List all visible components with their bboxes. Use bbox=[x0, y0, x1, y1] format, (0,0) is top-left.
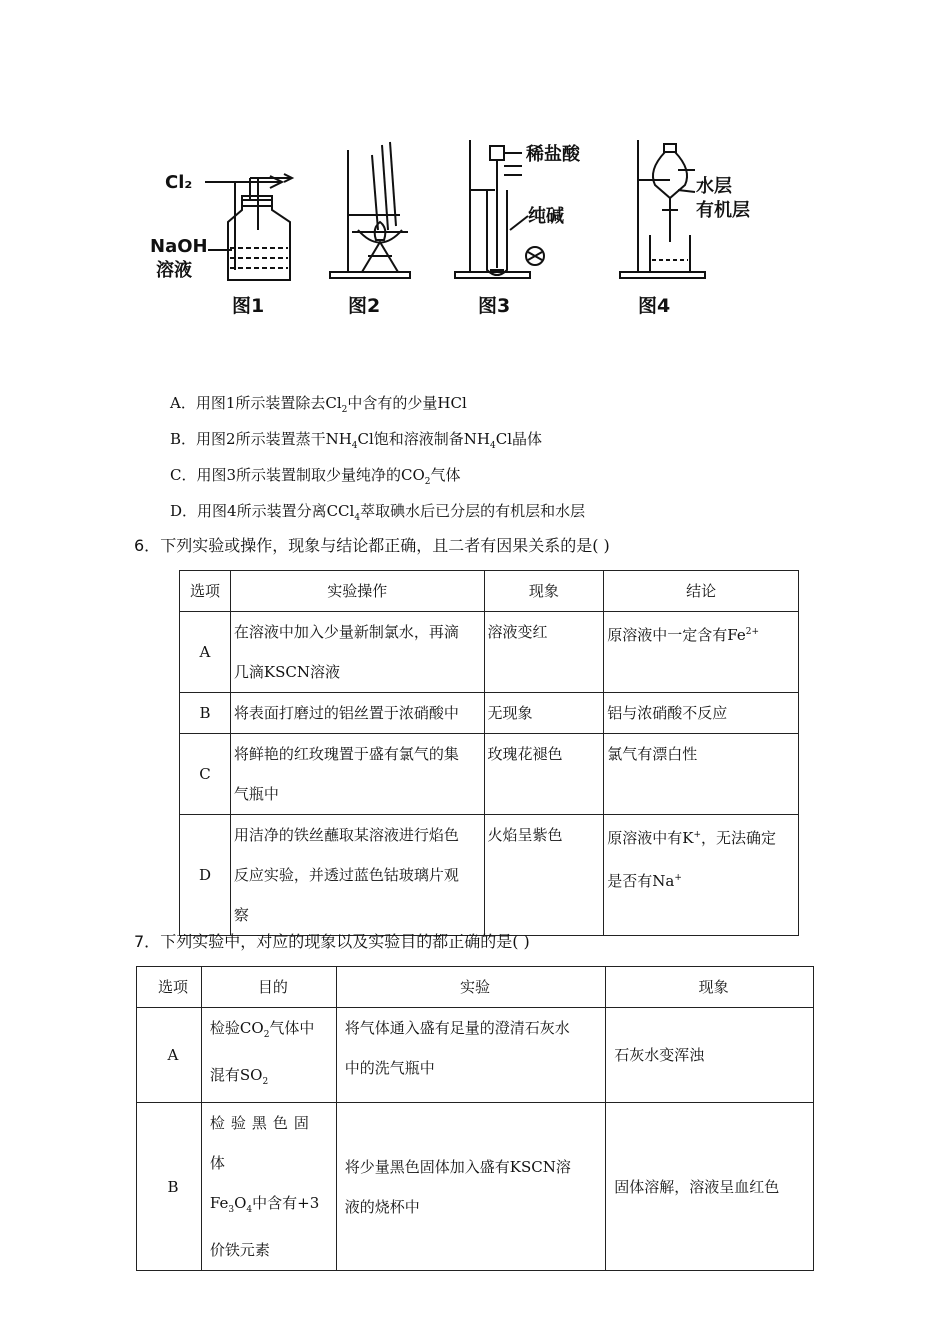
q6-row-b-conclusion: 铝与浓硝酸不反应 bbox=[604, 693, 799, 734]
fig1-wash-bottle bbox=[205, 174, 292, 280]
q6-row-a-operation: 在溶液中加入少量新制氯水，再滴 几滴KSCN溶液 bbox=[230, 612, 484, 693]
q6-row-b-operation: 将表面打磨过的铝丝置于浓硝酸中 bbox=[230, 693, 484, 734]
fig2-caption: 图2 bbox=[348, 295, 381, 317]
fig1-solution-label: 溶液 bbox=[156, 260, 192, 281]
q5-option-d: D．用图4所示装置分离CCl$_4$萃取碘水后已分层的有机层和水层 bbox=[170, 502, 586, 523]
q6-row-a-phenomenon: 溶液变红 bbox=[484, 612, 604, 693]
q6-header-conclusion: 结论 bbox=[604, 571, 799, 612]
fig2-evaporation bbox=[330, 142, 410, 278]
q7-header-experiment: 实验 bbox=[336, 967, 606, 1008]
q5-option-a: A．用图1所示装置除去$Cl_2$中含有的少量HCl bbox=[170, 394, 467, 415]
fig3-acid-label: 稀盐酸 bbox=[526, 144, 580, 165]
q7-header-row bbox=[137, 967, 814, 1008]
q6-row-b-option: B bbox=[180, 693, 231, 734]
table-row bbox=[180, 815, 799, 936]
q7-row-a-phenomenon: 石灰水变浑浊 bbox=[606, 1008, 814, 1103]
q5-option-c: C．用图3所示装置制取少量纯净的$CO_2$气体 bbox=[170, 466, 461, 487]
q7-row-a-goal: 检验$CO_2$气体中 混有$SO_2$ bbox=[201, 1008, 336, 1103]
table-row bbox=[180, 693, 799, 734]
q7-row-a-experiment: 将气体通入盛有足量的澄清石灰水 中的洗气瓶中 bbox=[336, 1008, 606, 1103]
q7-row-b-goal: 检验黑色固体 $Fe_3O_4$中含有+3 价铁元素 bbox=[201, 1103, 336, 1271]
q7-row-b-experiment: 将少量黑色固体加入盛有KSCN溶 液的烧杯中 bbox=[336, 1103, 606, 1271]
q7-row-b-option: B bbox=[137, 1103, 202, 1271]
q6-row-c-operation: 将鲜艳的红玫瑰置于盛有氯气的集 气瓶中 bbox=[230, 734, 484, 815]
q6-row-d-option: D bbox=[180, 815, 231, 936]
q6-row-d-conclusion: 原溶液中有K+，无法确定 是否有Na+ bbox=[604, 815, 799, 936]
q6-header-row bbox=[180, 571, 799, 612]
q7-table bbox=[136, 966, 814, 1271]
fig4-separatory-funnel bbox=[620, 140, 705, 278]
q6-header-option: 选项 bbox=[180, 571, 231, 612]
q6-stem: 6．下列实验或操作，现象与结论都正确，且二者有因果关系的是( ) bbox=[134, 536, 610, 555]
q6-row-b-phenomenon: 无现象 bbox=[484, 693, 604, 734]
fig4-caption: 图4 bbox=[638, 295, 671, 317]
fig3-caption: 图3 bbox=[478, 295, 511, 317]
fig4-organic-layer-label: 有机层 bbox=[696, 200, 750, 221]
table-row bbox=[180, 612, 799, 693]
table-row bbox=[137, 1103, 814, 1271]
q6-row-c-conclusion: 氯气有漂白性 bbox=[604, 734, 799, 815]
q6-row-c-option: C bbox=[180, 734, 231, 815]
q7-row-b-phenomenon: 固体溶解，溶液呈血红色 bbox=[606, 1103, 814, 1271]
q6-row-d-operation: 用洁净的铁丝蘸取某溶液进行焰色 反应实验，并透过蓝色钴玻璃片观 察 bbox=[230, 815, 484, 936]
q6-row-d-phenomenon: 火焰呈紫色 bbox=[484, 815, 604, 936]
q6-table bbox=[179, 570, 799, 936]
table-row bbox=[137, 1008, 814, 1103]
q6-header-phenomenon: 现象 bbox=[484, 571, 604, 612]
q7-stem: 7．下列实验中，对应的现象以及实验目的都正确的是( ) bbox=[134, 932, 530, 951]
fig1-naoh-label: NaOH bbox=[150, 236, 208, 257]
q6-row-c-phenomenon: 玫瑰花褪色 bbox=[484, 734, 604, 815]
fig3-soda-label: 纯碱 bbox=[528, 206, 564, 227]
fig1-cl2-label: Cl₂ bbox=[165, 172, 193, 193]
fig4-water-layer-label: 水层 bbox=[696, 176, 732, 197]
q7-header-phenomenon: 现象 bbox=[606, 967, 814, 1008]
q6-row-a-conclusion: 原溶液中一定含有$Fe^{2+}$ bbox=[604, 612, 799, 693]
q6-header-operation: 实验操作 bbox=[230, 571, 484, 612]
q7-header-goal: 目的 bbox=[201, 967, 336, 1008]
q5-option-b: B．用图2所示装置蒸干$NH_4Cl$饱和溶液制备$NH_4Cl$晶体 bbox=[170, 430, 543, 451]
q6-row-a-option: A bbox=[180, 612, 231, 693]
fig1-caption: 图1 bbox=[232, 295, 265, 317]
table-row bbox=[180, 734, 799, 815]
q7-header-option: 选项 bbox=[137, 967, 202, 1008]
q7-row-a-option: A bbox=[137, 1008, 202, 1103]
apparatus-figures bbox=[150, 130, 790, 330]
